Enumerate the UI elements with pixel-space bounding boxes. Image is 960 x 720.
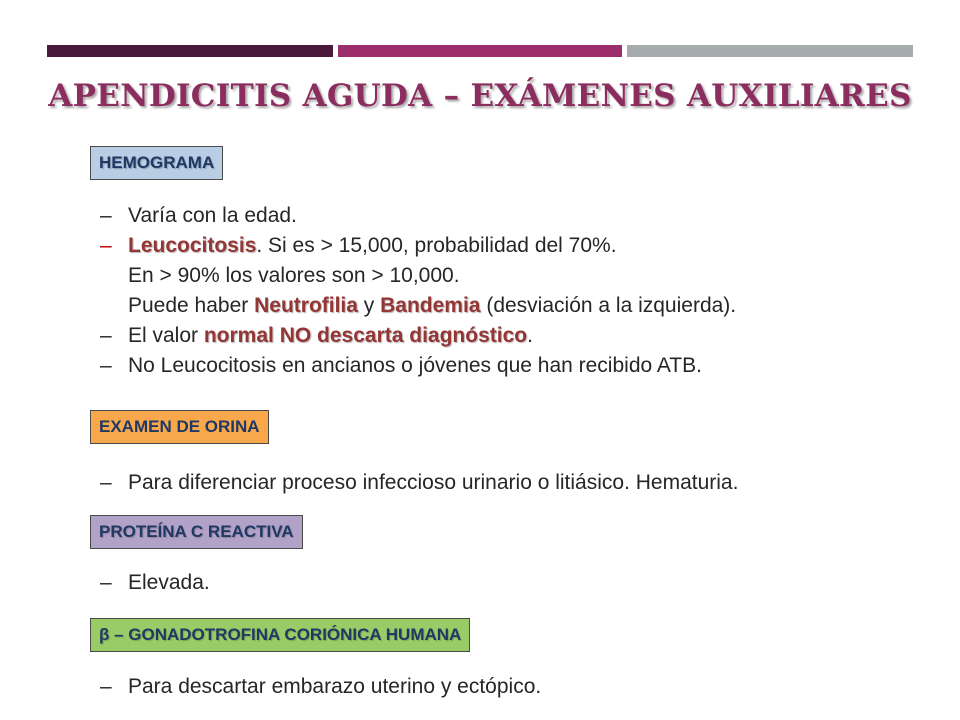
item-text: Puede haber [128,294,255,317]
header-bar-magenta [338,45,622,57]
dash-bullet: – [100,324,112,347]
highlight-neutrofilia: Neutrofilia [254,294,358,317]
dash-bullet: – [100,675,112,698]
item-text: En > 90% los valores son > 10,000. [128,264,460,287]
item-text: . [527,324,533,347]
item-text: Para diferenciar proceso infeccioso urinario o litiásico. Hematuria. [128,471,739,494]
list-item [100,201,736,231]
list-item [100,321,736,351]
orina-list [100,468,738,498]
section-label-beta-hcg: β – GONADOTROFINA CORIÓNICA HUMANA [90,618,470,652]
item-text: (desviación a la izquierda). [480,294,737,317]
list-item [100,231,736,321]
highlight-normal-no-descarta: normal NO descarta diagnóstico [203,324,528,347]
hcg-list [100,672,541,702]
highlight-bandemia: Bandemia [380,294,481,317]
header-bar-gray [627,45,913,57]
pcr-list [100,568,210,598]
item-text: El valor [128,324,204,347]
item-text: Elevada. [128,571,210,594]
dash-bullet: – [100,471,112,494]
list-item [100,351,736,381]
dash-bullet: – [100,204,112,227]
header-bar-dark [47,45,333,57]
item-text: Para descartar embarazo uterino y ectópico. [128,675,542,698]
slide-title: APENDICITIS AGUDA – EXÁMENES AUXILIARES [48,78,912,114]
section-label-examen-orina: EXAMEN DE ORINA [90,410,269,444]
decorative-header-bars [47,45,913,57]
list-item [100,468,738,498]
hemograma-list [100,201,736,381]
highlight-leucocitosis: Leucocitosis [128,234,257,257]
dash-bullet: – [100,571,112,594]
item-text: No Leucocitosis en ancianos o jóvenes que han recibido ATB. [128,354,702,377]
item-text: Varía con la edad. [128,204,297,227]
section-label-proteina-c-reactiva: PROTEÍNA C REACTIVA [90,515,303,549]
list-item [100,672,541,702]
list-item [100,568,210,598]
dash-bullet: – [100,354,112,377]
item-text: . Si es > 15,000, probabilidad del 70%. [256,234,617,257]
item-text: y [357,294,381,317]
dash-bullet: – [100,234,112,257]
section-label-hemograma: HEMOGRAMA [90,146,223,180]
